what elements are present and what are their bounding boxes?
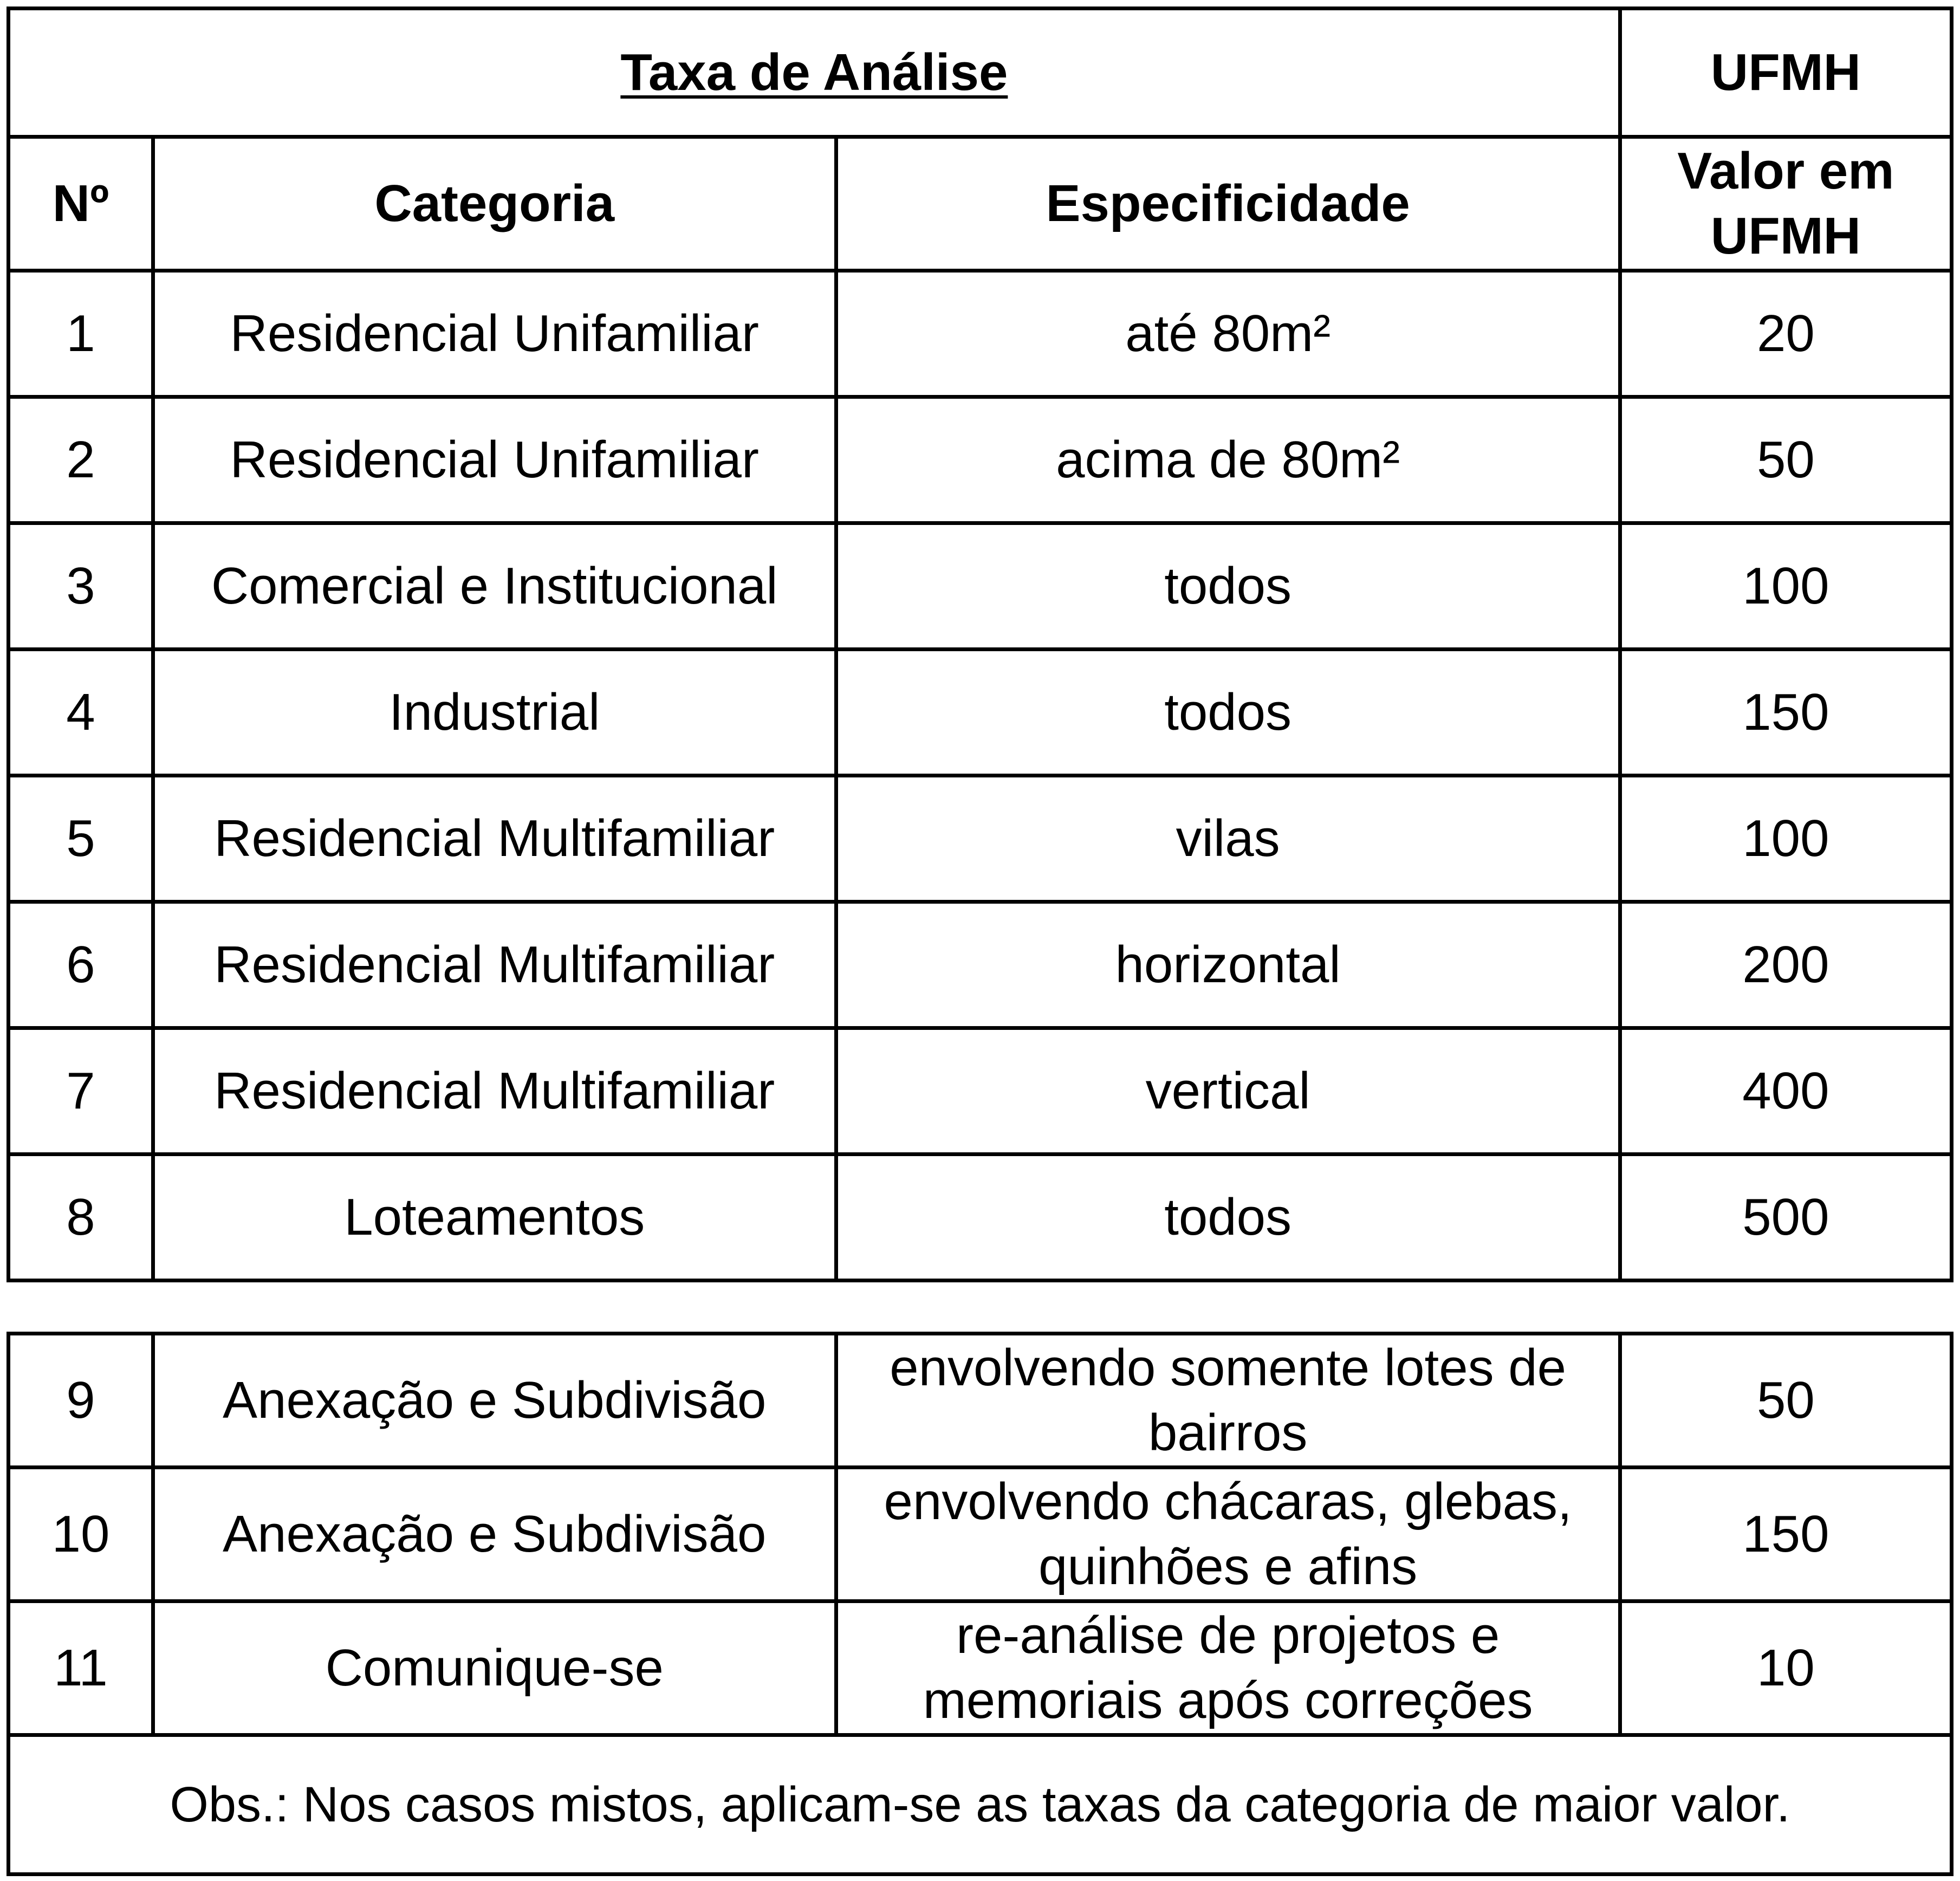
cell-categoria: Anexação e Subdivisão (153, 1334, 836, 1468)
cell-especificidade: envolvendo chácaras, glebas, quinhões e afins (836, 1468, 1620, 1601)
cell-numero: 9 (9, 1334, 153, 1468)
header-categoria: Categoria (153, 137, 836, 271)
table-title: Taxa de Análise (620, 43, 1008, 101)
cell-categoria: Comunique-se (153, 1601, 836, 1735)
cell-numero: 8 (9, 1154, 153, 1281)
cell-valor: 20 (1620, 271, 1951, 397)
cell-valor: 100 (1620, 776, 1951, 902)
cell-valor: 50 (1620, 397, 1951, 523)
cell-valor: 150 (1620, 1468, 1951, 1601)
table-row (9, 776, 1952, 902)
observation-note: Obs.: Nos casos mistos, aplicam-se as taxas da categoria de maior valor. (9, 1735, 1952, 1874)
cell-valor: 500 (1620, 1154, 1951, 1281)
cell-numero: 2 (9, 397, 153, 523)
ufmh-header: UFMH (1620, 9, 1951, 137)
cell-categoria: Comercial e Institucional (153, 523, 836, 650)
cell-numero: 7 (9, 1028, 153, 1154)
table-row (9, 523, 1952, 650)
cell-especificidade: vertical (836, 1028, 1620, 1154)
cell-categoria: Residencial Multifamiliar (153, 776, 836, 902)
cell-especificidade: todos (836, 650, 1620, 776)
observation-row (9, 1735, 1952, 1874)
cell-categoria: Industrial (153, 650, 836, 776)
cell-categoria: Anexação e Subdivisão (153, 1468, 836, 1601)
cell-numero: 6 (9, 902, 153, 1028)
cell-valor: 200 (1620, 902, 1951, 1028)
cell-numero: 10 (9, 1468, 153, 1601)
table-row (9, 650, 1952, 776)
header-numero: Nº (9, 137, 153, 271)
fee-table-second (7, 1332, 1953, 1876)
table-title-cell (9, 9, 1620, 137)
cell-numero: 11 (9, 1601, 153, 1735)
table-row (9, 1468, 1952, 1601)
cell-especificidade: envolvendo somente lotes de bairros (836, 1334, 1620, 1468)
cell-especificidade: re-análise de projetos e memoriais após correções (836, 1601, 1620, 1735)
cell-valor: 400 (1620, 1028, 1951, 1154)
table-row (9, 902, 1952, 1028)
header-especificidade: Especificidade (836, 137, 1620, 271)
cell-especificidade: todos (836, 1154, 1620, 1281)
cell-categoria: Residencial Unifamiliar (153, 397, 836, 523)
table-row (9, 271, 1952, 397)
cell-numero: 5 (9, 776, 153, 902)
cell-valor: 50 (1620, 1334, 1951, 1468)
cell-numero: 4 (9, 650, 153, 776)
cell-valor: 100 (1620, 523, 1951, 650)
fee-table-main (7, 7, 1953, 1282)
table-row (9, 1028, 1952, 1154)
cell-especificidade: todos (836, 523, 1620, 650)
table-row (9, 397, 1952, 523)
cell-categoria: Loteamentos (153, 1154, 836, 1281)
cell-especificidade: acima de 80m² (836, 397, 1620, 523)
header-valor: Valor em UFMH (1620, 137, 1951, 271)
cell-categoria: Residencial Multifamiliar (153, 902, 836, 1028)
cell-valor: 10 (1620, 1601, 1951, 1735)
cell-numero: 1 (9, 271, 153, 397)
cell-valor: 150 (1620, 650, 1951, 776)
table-row (9, 1334, 1952, 1468)
table-row (9, 1601, 1952, 1735)
cell-especificidade: até 80m² (836, 271, 1620, 397)
cell-especificidade: horizontal (836, 902, 1620, 1028)
cell-numero: 3 (9, 523, 153, 650)
title-row (9, 9, 1952, 137)
cell-categoria: Residencial Unifamiliar (153, 271, 836, 397)
cell-especificidade: vilas (836, 776, 1620, 902)
header-row (9, 137, 1952, 271)
table-row (9, 1154, 1952, 1281)
cell-categoria: Residencial Multifamiliar (153, 1028, 836, 1154)
